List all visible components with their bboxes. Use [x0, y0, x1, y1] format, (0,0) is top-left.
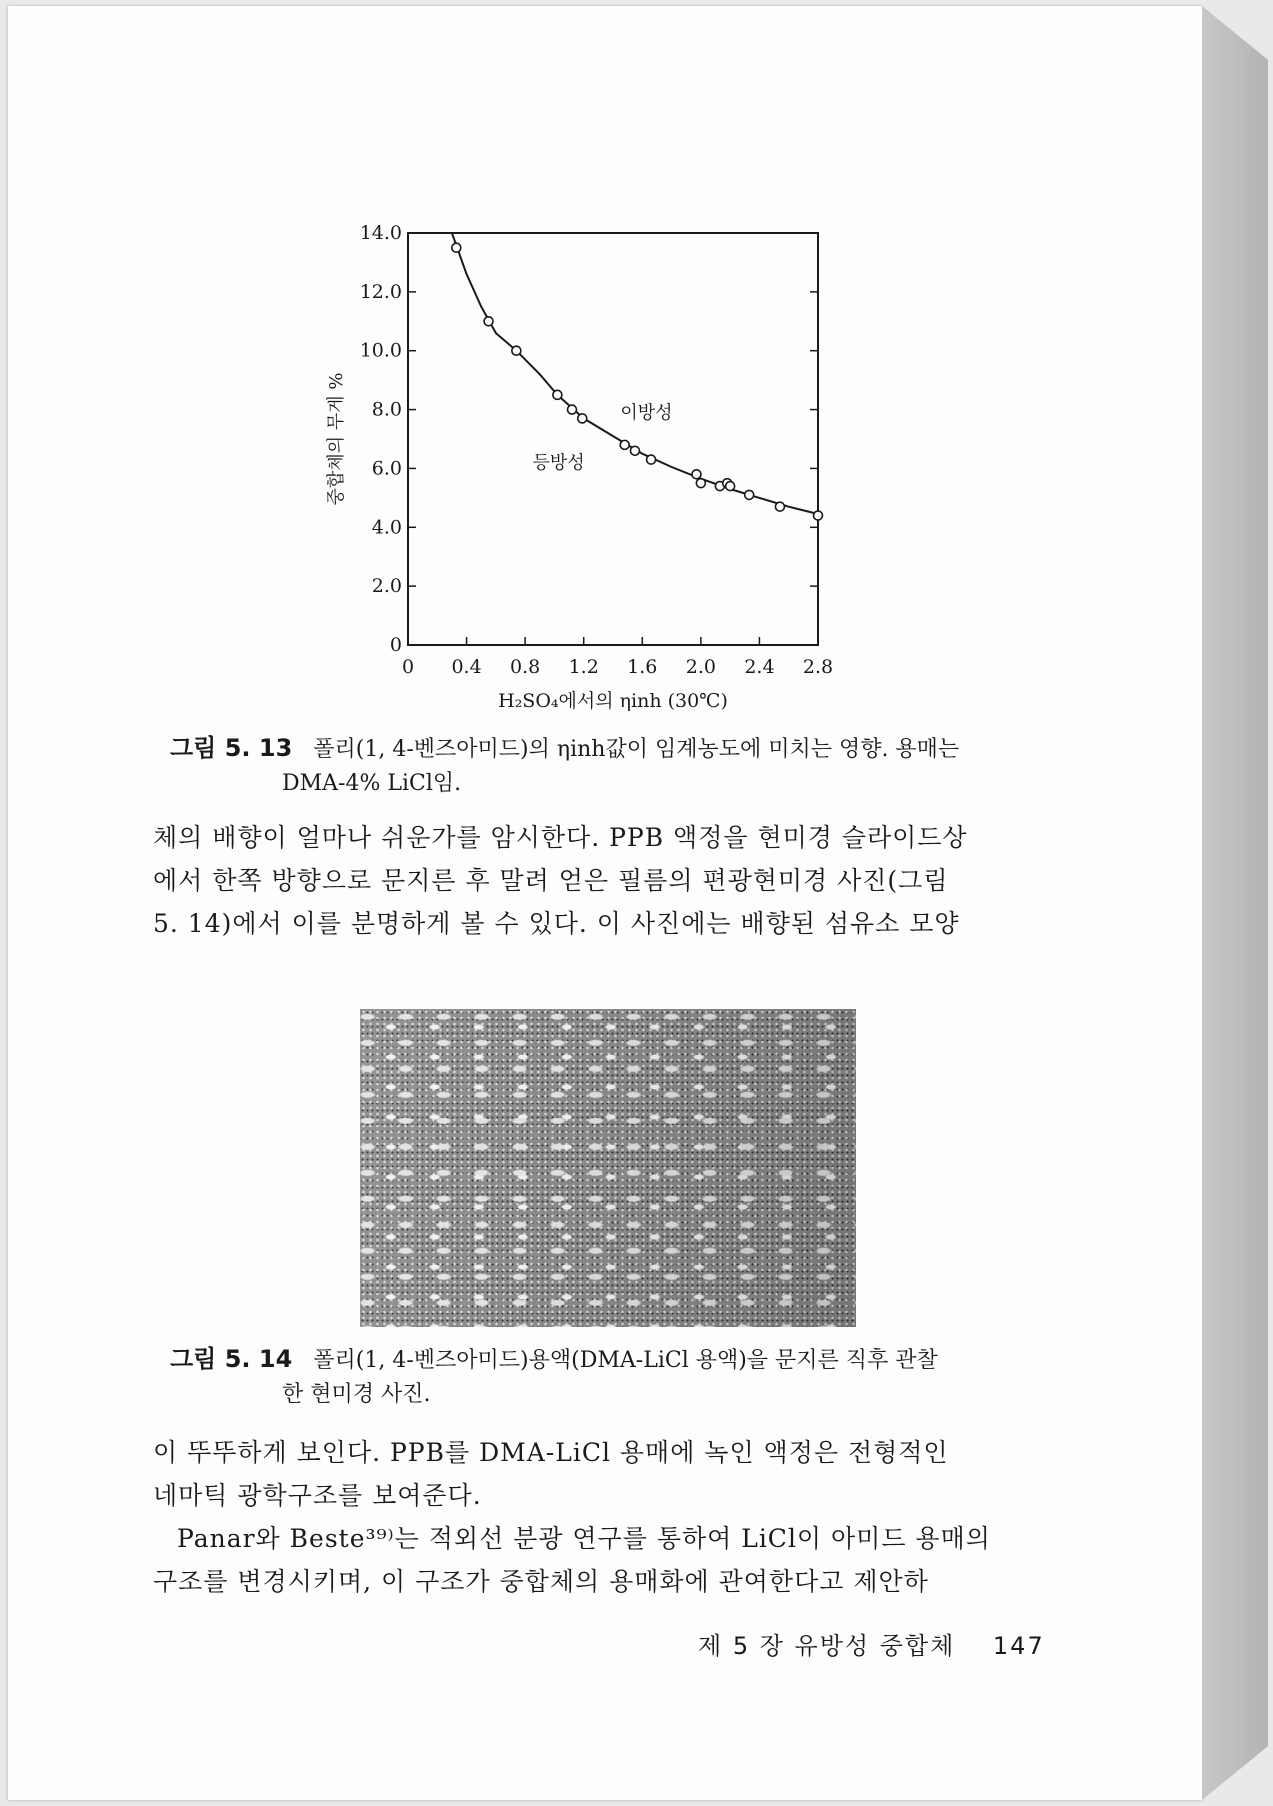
figure-5-14-caption: [170, 1342, 1050, 1412]
y-tick-label: 6.0: [371, 457, 402, 480]
chapter-title: 제 5 장 유방성 중합체: [698, 1632, 956, 1660]
data-point: [726, 482, 735, 491]
y-tick-label: 4.0: [371, 516, 402, 539]
y-tick-label: 8.0: [371, 398, 402, 421]
chart-ticks: [360, 222, 833, 678]
data-point: [578, 414, 587, 423]
y-tick-label: 0: [389, 634, 402, 656]
x-axis-label: H₂SO₄에서의 ηinh (30℃): [498, 690, 728, 712]
data-point: [452, 243, 461, 252]
chart-axes: [408, 233, 818, 645]
caption-text: 폴리(1, 4-벤즈아미드)용액(DMA-LiCl 용액)을 문지른 직후 관찰: [313, 1348, 938, 1373]
region-label-isotropic: 등방성: [532, 452, 585, 474]
paragraph-1: [153, 816, 1038, 945]
micrograph-image: [360, 1009, 856, 1327]
data-point: [484, 317, 493, 326]
figure-5-13-caption: [170, 731, 1050, 801]
plot-frame: [408, 233, 818, 645]
y-tick-label: 12.0: [359, 280, 402, 303]
x-tick-label: 2.8: [802, 656, 834, 678]
data-point: [775, 502, 784, 511]
x-tick-label: 0.8: [510, 656, 541, 678]
x-tick-label: 0.4: [451, 656, 482, 678]
x-tick-label: 1.2: [568, 656, 599, 678]
x-tick-label: 0: [401, 656, 415, 678]
y-tick-label: 2.0: [371, 575, 402, 598]
data-point: [620, 440, 629, 449]
x-tick-label: 2.4: [744, 656, 775, 678]
critical-concentration-chart: [308, 211, 868, 731]
text-line: 5. 14)에서 이를 분명하게 볼 수 있다. 이 사진에는 배향된 섬유소 모양: [153, 909, 960, 938]
data-point: [553, 390, 562, 399]
data-point: [745, 490, 754, 499]
data-point: [630, 446, 639, 455]
page-number: 147: [992, 1632, 1045, 1660]
data-point: [814, 511, 823, 520]
page-footer: [698, 1626, 1045, 1661]
caption-line-1: [170, 1342, 1050, 1378]
caption-line-2: DMA-4% LiCl임.: [282, 771, 462, 796]
x-tick-label: 2.0: [685, 656, 716, 678]
data-point: [568, 405, 577, 414]
page-edge: [1202, 6, 1268, 1800]
data-point: [512, 346, 521, 355]
y-axis-label: 중합체의 무게 %: [326, 372, 347, 506]
data-points: [452, 243, 823, 520]
book-page: [8, 6, 1202, 1800]
y-tick-label: 14.0: [359, 222, 402, 244]
figure-label: 그림 5. 14: [170, 1345, 293, 1373]
text-line: Panar와 Beste³⁹⁾는 적외선 분광 연구를 통하여 LiCl이 아미드 용매의: [177, 1524, 991, 1553]
data-point: [647, 455, 656, 464]
caption-line-1: [170, 731, 1050, 767]
data-point: [696, 479, 705, 488]
data-point: [692, 470, 701, 479]
region-label-anisotropic: 이방성: [620, 402, 673, 424]
caption-text: 폴리(1, 4-벤즈아미드)의 ηinh값이 임계농도에 미치는 영향. 용매는: [313, 737, 960, 762]
text-line: 구조를 변경시키며, 이 구조가 중합체의 용매화에 관여한다고 제안하: [153, 1567, 929, 1596]
text-line: 에서 한쪽 방향으로 문지른 후 말려 얻은 필름의 편광현미경 사진(그림: [153, 866, 949, 895]
x-tick-label: 1.6: [627, 656, 658, 678]
text-line: 네마틱 광학구조를 보여준다.: [153, 1481, 482, 1510]
fit-curve: [452, 233, 818, 514]
text-line: 체의 배향이 얼마나 쉬운가를 암시한다. PPB 액정을 현미경 슬라이드상: [153, 823, 968, 852]
y-tick-label: 10.0: [359, 339, 402, 362]
text-line: 이 뚜뚜하게 보인다. PPB를 DMA-LiCl 용매에 녹인 액정은 전형적인: [153, 1438, 949, 1467]
figure-label: 그림 5. 13: [170, 734, 293, 762]
paragraph-2: [153, 1431, 1038, 1603]
caption-line-2: 한 현미경 사진.: [282, 1382, 431, 1407]
chart-svg: [308, 211, 868, 731]
